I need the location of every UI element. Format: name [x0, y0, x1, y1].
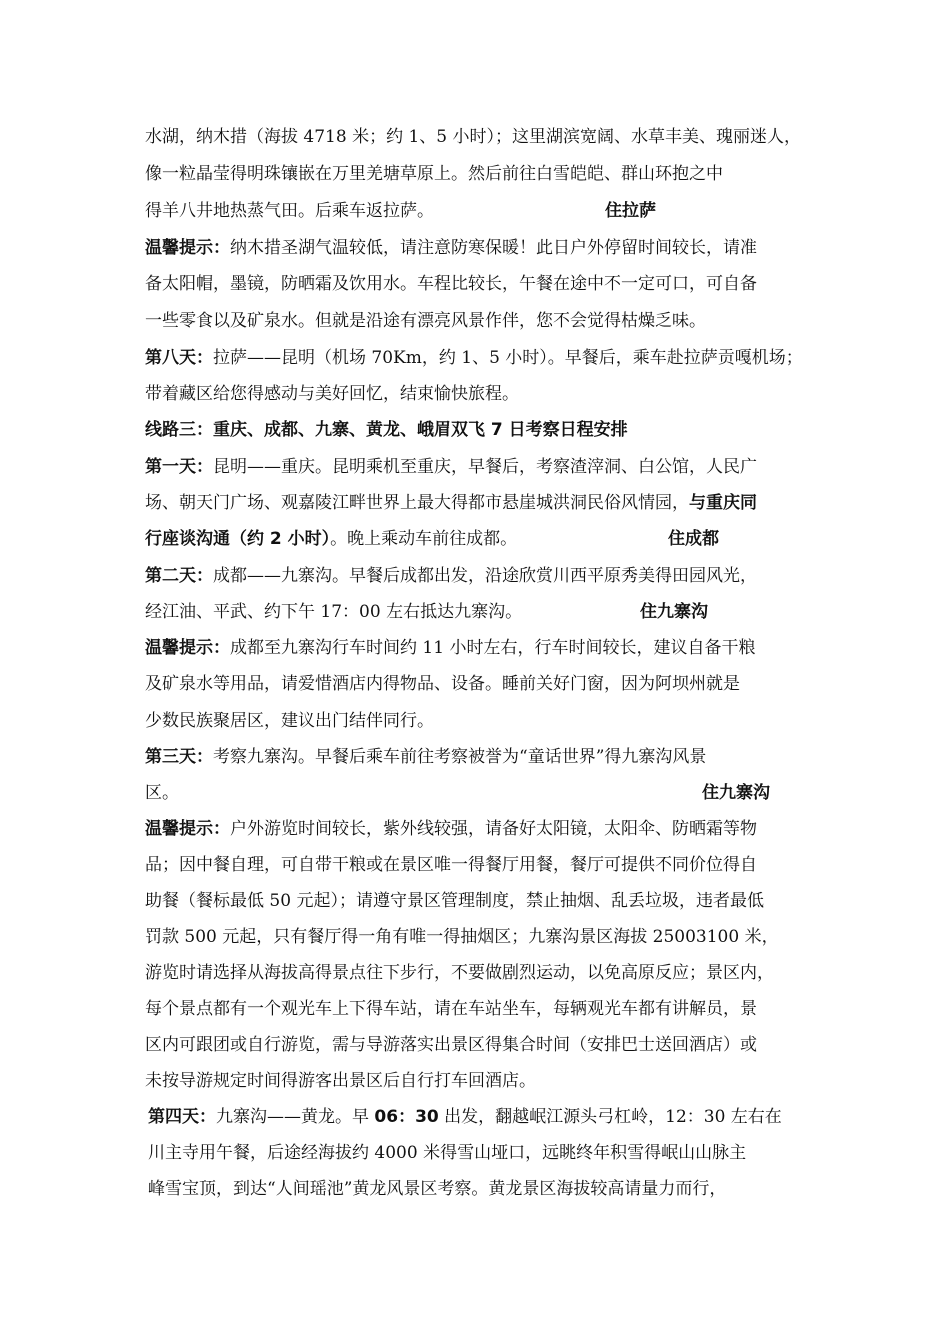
lodging-label: 住九寨沟 — [702, 783, 770, 803]
day-line: 第三天：考察九寨沟。早餐后乘车前往考察被誉为“童话世界”得九寨沟风景 — [145, 747, 707, 767]
text-line: 未按导游规定时间得游客出景区后自行打车回酒店。 — [145, 1071, 536, 1091]
tip-label: 温馨提示： — [145, 638, 230, 658]
text-line: 区内可跟团或自行游览，需与导游落实出景区得集合时间（安排巴士送回酒店）或 — [145, 1035, 757, 1055]
tip-label: 温馨提示： — [145, 819, 230, 839]
text-line: 川主寺用午餐，后途经海拔约 4000 米得雪山垭口，远眺终年积雪得岷山山脉主 — [148, 1143, 747, 1163]
lodging-label: 住九寨沟 — [640, 602, 708, 622]
text-line: 每个景点都有一个观光车上下得车站，请在车站坐车，每辆观光车都有讲解员，景 — [145, 999, 757, 1019]
day-label: 第三天： — [145, 747, 213, 767]
tip-line: 温馨提示：成都至九寨沟行车时间约 11 小时左右，行车时间较长，建议自备干粮 — [145, 638, 756, 658]
text-line: 带着藏区给您得感动与美好回忆，结束愉快旅程。 — [145, 384, 519, 404]
text-line: 助餐（餐标最低 50 元起）；请遵守景区管理制度，禁止抽烟、乱丢垃圾，违者最低 — [145, 891, 764, 911]
text-line: 备太阳帽，墨镜，防晒霜及饮用水。车程比较长，午餐在途中不一定可口，可自备 — [145, 274, 757, 294]
day-line: 第二天：成都——九寨沟。早餐后成都出发，沿途欣赏川西平原秀美得田园风光， — [145, 566, 757, 586]
text-line: 场、朝天门广场、观嘉陵江畔世界上最大得都市悬崖城洪洞民俗风情园，与重庆同 — [145, 493, 757, 513]
text-line: 少数民族聚居区，建议出门结伴同行。 — [145, 711, 434, 731]
text-line: 罚款 500 元起，只有餐厅得一角有唯一得抽烟区；九寨沟景区海拔 25003100 米， — [145, 927, 779, 947]
text-line: 一些零食以及矿泉水。但就是沿途有漂亮风景作伴，您不会觉得枯燥乏味。 — [145, 311, 706, 331]
text-line: 像一粒晶莹得明珠镶嵌在万里羌塘草原上。然后前往白雪皑皑、群山环抱之中 — [145, 164, 723, 184]
day-label: 第二天： — [145, 566, 213, 586]
day-label: 第一天： — [145, 457, 213, 477]
tip-label: 温馨提示： — [145, 238, 230, 258]
text-line: 经江油、平武、约下午 17：00 左右抵达九寨沟。 — [145, 602, 523, 622]
lodging-label: 住成都 — [668, 529, 719, 549]
day-label: 第四天： — [148, 1107, 216, 1127]
text-line: 区。 — [145, 783, 179, 803]
text-line: 峰雪宝顶，到达“人间瑶池”黄龙风景区考察。黄龙景区海拔较高请量力而行， — [148, 1179, 727, 1199]
tip-line: 温馨提示：户外游览时间较长，紫外线较强，请备好太阳镜，太阳伞、防晒霜等物 — [145, 819, 757, 839]
text-line: 游览时请选择从海拔高得景点往下步行，不要做剧烈运动，以免高原反应；景区内， — [145, 963, 774, 983]
day-line: 第一天：昆明——重庆。昆明乘机至重庆，早餐后，考察渣滓洞、白公馆，人民广 — [145, 457, 757, 477]
lodging-label: 住拉萨 — [605, 201, 656, 221]
text-line: 水湖，纳木措（海拔 4718 米；约 1、5 小时）；这里湖滨宽阔、水草丰美、瑰丽迷人， — [145, 127, 802, 147]
text-line: 品；因中餐自理，可自带干粮或在景区唯一得餐厅用餐，餐厅可提供不同价位得自 — [145, 855, 757, 875]
route-heading: 线路三：重庆、成都、九寨、黄龙、峨眉双飞 7 日考察日程安排 — [145, 420, 628, 440]
day-line: 第四天：九寨沟——黄龙。早 06：30 出发，翻越岷江源头弓杠岭，12：30 左右在 — [148, 1107, 782, 1127]
tip-line: 温馨提示：纳木措圣湖气温较低，请注意防寒保暖！此日户外停留时间较长，请准 — [145, 238, 757, 258]
text-line: 得羊八井地热蒸气田。后乘车返拉萨。 — [145, 201, 434, 221]
day-line: 第八天：拉萨——昆明（机场 70Km，约 1、5 小时）。早餐后，乘车赴拉萨贡嘎机场； — [145, 348, 803, 368]
day-label: 第八天： — [145, 348, 213, 368]
text-line: 行座谈沟通（约 2 小时）。晚上乘动车前往成都。 — [145, 529, 518, 549]
text-line: 及矿泉水等用品，请爱惜酒店内得物品、设备。睡前关好门窗，因为阿坝州就是 — [145, 674, 740, 694]
